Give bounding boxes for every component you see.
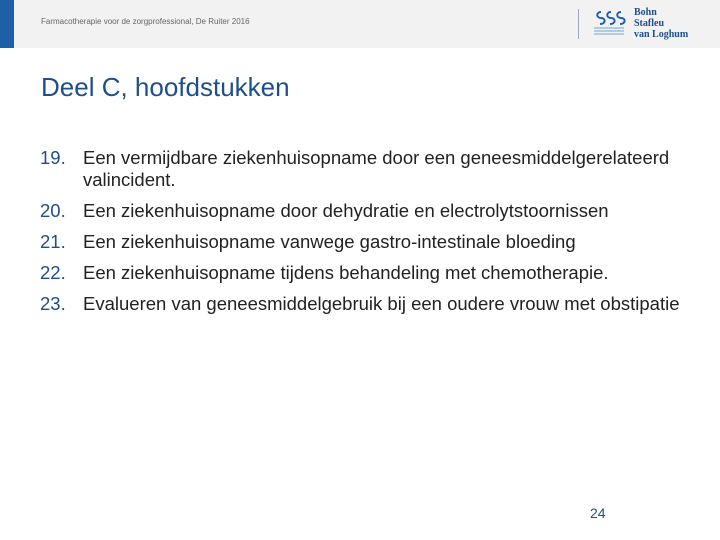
item-number: 23. [40, 293, 66, 314]
item-text: Een ziekenhuisopname vanwege gastro-intestinale bloeding [83, 231, 576, 252]
header-accent-stripe [0, 0, 14, 48]
sss-logo-icon [592, 8, 626, 38]
chapter-list [40, 147, 700, 324]
header-caption: Farmacotherapie voor de zorgprofessional, De Ruiter 2016 [41, 17, 250, 26]
header-divider [578, 9, 579, 39]
item-number: 19. [40, 147, 66, 168]
page-number: 24 [590, 505, 606, 521]
item-number: 22. [40, 262, 66, 283]
logo-line-2: Stafleu [634, 18, 664, 29]
item-text: Een vermijdbare ziekenhuisopname door een geneesmiddelgerelateerd valincident. [83, 147, 670, 190]
list-item [40, 147, 700, 191]
item-number: 21. [40, 231, 66, 252]
list-item [40, 231, 700, 253]
item-text: Een ziekenhuisopname tijdens behandeling met chemotherapie. [83, 262, 609, 283]
list-item [40, 262, 700, 284]
list-item [40, 200, 700, 222]
publisher-logo-text [634, 7, 688, 40]
item-text: Evalueren van geneesmiddelgebruik bij een oudere vrouw met obstipatie [83, 293, 680, 314]
list-item [40, 293, 700, 315]
logo-line-3: van Loghum [634, 29, 689, 40]
item-text: Een ziekenhuisopname door dehydratie en electrolytstoornissen [83, 200, 609, 221]
logo-line-1: Bohn [634, 7, 657, 18]
slide-title: Deel C, hoofdstukken [41, 72, 290, 102]
item-number: 20. [40, 200, 66, 221]
slide-header [0, 0, 720, 48]
